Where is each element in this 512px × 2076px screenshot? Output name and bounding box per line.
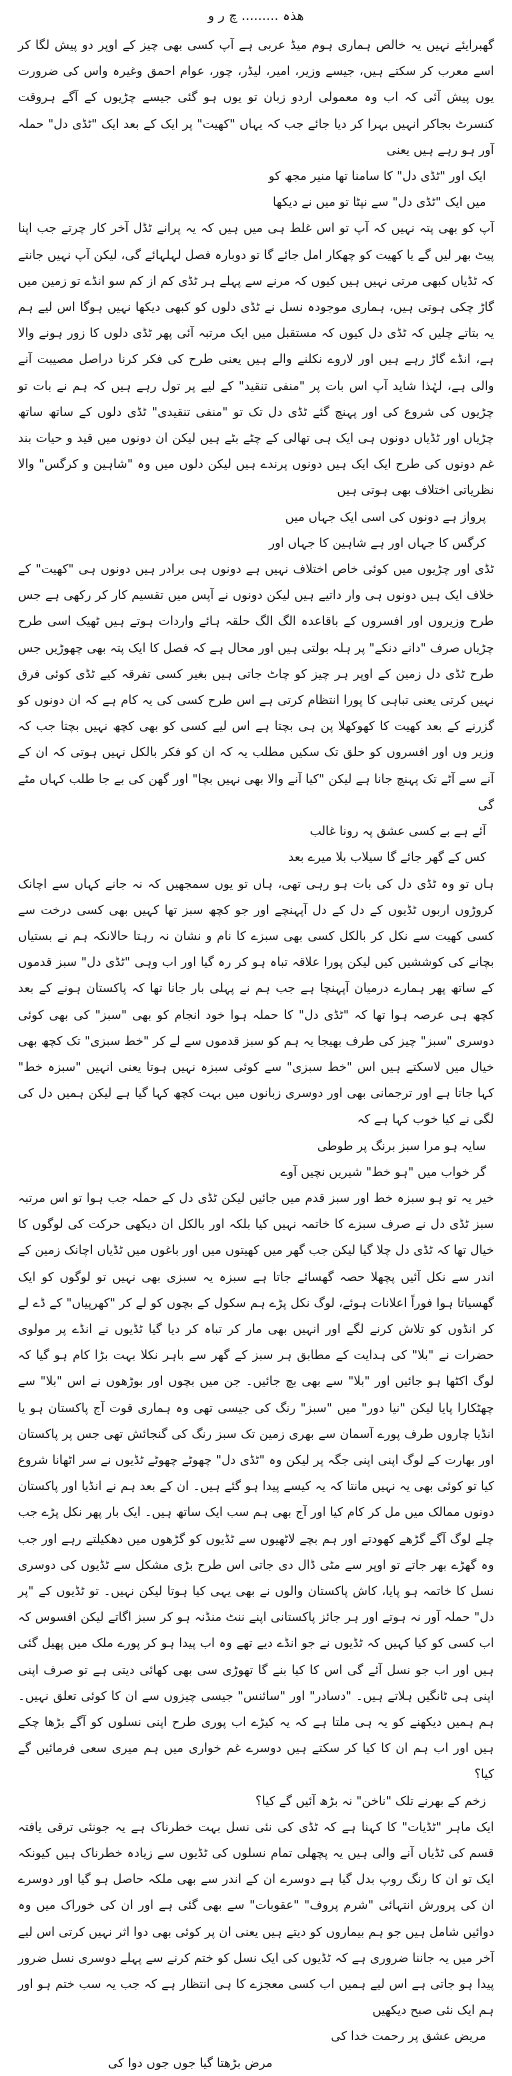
verse-line-1: ایک اور "ٹڈی دل" کا سامنا تھا منیر مجھ کو — [268, 169, 486, 184]
paragraph-2: آپ کو بھی پتہ نہیں کہ آپ تو اس غلط ہی میں ہیں کہ یہ پرانے ٹڈل آخر کار چرتے جب اپنا پیٹ بھر لیں گے یا کھیت کو چھکار امل جائے گا تو دوبارہ فصل لہلہائے گی، لیکن آپ نہیں جانتے کہ ٹڈیاں کبھی مرتی نہیں ہیں کیوں کہ مرنے سے پہلے ہر ٹڈی کم از کم سو انڈے تو زمین میں گاڑ چکی ہوتی ہیں، ہماری موجودہ نسل نے ٹڈی دلوں کو کبھی دیکھا نہیں ہوگا اس لیے ہم یہ بتاتے چلیں کہ ٹڈی دل کیوں کہ مستقبل میں ایک مرتبہ آئی پھر ٹڈی دلوں کا زور ہونے والا ہے، انڈے گاڑ رہے ہیں اور لاروے نکلنے والے ہیں یعنی طرح کی فکر کرنا دراصل مصیبت آنے والی ہے، لہٰذا شاید آپ اس بات پر "منفی تنقید" کے لیے پر تول رہے ہیں کہ ہم نے بات تو چڑیوں کی شروع کی اور پہنچ گئے ٹڈی دل تک تو "منفی تنقیدی" ٹڈی دلوں کے ساتھ ساتھ چڑیاں اور ٹڈیاں دونوں ہی ایک ہی تھالی کے چٹے بٹے ہیں لیکن ان دونوں میں قید و حیات بند غم دونوں کی طرح ایک ایک ہیں دونوں پرندے ہیں لیکن دلوں میں وہ "شاہین و کرگس" والا نظریاتی اختلاف بھی ہوتی ہیں — [18, 221, 494, 498]
paragraph-3: ٹڈی اور چڑیوں میں کوئی خاص اختلاف نہیں ہے دونوں ہی برادر ہیں دونوں ہی "کھیت" کے خلاف ایک ہیں دونوں ہی وار داتیے ہیں لیکن دونوں نے آپس میں تقسیم کار کر رکھی ہے جس طرح وزیروں اور افسروں کے باقاعدہ الگ الگ حلقہ ہائے واردات ہوتے ہیں ٹھیک اسی طرح چڑیاں صرف "دانے دنکے" پر ہلہ بولتی ہیں اور محال ہے کہ فصل کا ایک پتہ بھی چھوڑیں جس طرح ٹڈی دل زمین کے اوپر ہر چیز کو چاٹ جاتی ہیں بغیر کسی تفرقہ کیے ٹڈی کوئی فرق نہیں کرتی یعنی تباہی کا پورا انتظام کرتی ہے اس طرح کسی کی یہ کام ہے کہ ان دونوں کو گزرنے کے بعد کھیت کا کھوکھلا پن ہی بچتا ہے اس لیے کسی کو بھی کچھ نہیں بچتا جب کہ وزیر وں اور افسروں کو حلق تک سکیں مطلب یہ کہ ان کو فکر بالکل نہیں ہوتی کہ ان کے آنے سے آٹے تک پہنچ جانا ہے لیکن "کیا آنے والا بھی نہیں بچا" اور گھن کی بے جا طلب کہاں مٹے گی — [18, 562, 494, 812]
verse-line-4: کرگس کا جہاں اور ہے شاہین کا جہاں اور — [268, 535, 486, 550]
verse-line-2: میں ایک "ٹڈی دل" سے نپٹا تو میں نے دیکھا — [272, 195, 486, 210]
verse-line-9: زخم کے بھرنے تلک "ناخن" نہ بڑھ آئیں گے کیا؟ — [255, 1793, 486, 1808]
verse-line-6: کس کے گھر جائے گا سیلاب بلا میرے بعد — [288, 850, 486, 865]
verse-line-5: آئے ہے بے کسی عشق پہ رونا غالب — [309, 824, 486, 839]
paragraph-6: ایک ماہر "ٹڈیات" کا کہنا ہے کہ ٹڈی کی نئی نسل بہت خطرناک ہے یہ جونئی ترقی یافتہ قسم کی ٹڈیاں آنے والی ہیں یہ پچھلی تمام نسلوں کی ٹڈیوں سے زیادہ خطرناک ہیں کیونکہ ایک تو ان کا رنگ روپ بدل گیا ہے دوسرے ان کے اندر سے بھی ملکہ حاصل ہو گیا اور دوسرے ان کی پرورش انتہائی "شرم پروف" "عقوبات" سے بھی گئی ہے اور ان کی خوراک میں وہ دوائیں شامل ہیں جو ہم بیماروں کو دیتے ہیں یعنی ان پر کوئی بھی دوا اثر نہیں کرتی اس لیے آخر میں یہ جاننا ضروری ہے کہ ٹڈیوں کی ایک نسل کو ختم کرنے سے پہلے دوسری نسل ضرور پیدا ہو جاتی ہے اس لیے ہمیں اب کسی معجزے کا ہی انتظار ہے کہ جب یہ سب ختم ہو اور ہم ایک نئی صبح دیکھیں — [18, 1819, 494, 2018]
verse-line-10: مریض عشق پر رحمت خدا کی — [330, 2029, 486, 2044]
verse-line-3: پرواز ہے دونوں کی اسی ایک جہاں میں — [285, 509, 486, 524]
paragraph-1: گھبرایئے نہیں یہ خالص ہماری ہوم میڈ عربی ہے آپ کسی بھی چیز کے اوپر دو پیش لگا کر اسے معرب کر سکتے ہیں، جیسے وزیر، امیر، لیڈر، چور، عوام احمق وغیرہ واس کی ضرورت یوں پیش آئی کہ اب وہ معمولی اردو زبان تو یوں ہو گئی جیسے چڑیوں کے آگے ہروقت کنسرٹ بجاکر انہیں بہرا کر دیا جائے جب کہ یہاں "کھیت" پر ایک کے بعد ایک "ٹڈی دل" حملہ آور ہو رہے ہیں یعنی — [18, 38, 494, 157]
verse-line-7: سایہ ہو مرا سبز برنگ پر طوطی — [317, 1138, 486, 1153]
column-title: ھذہ ......... چ ر و — [208, 9, 304, 24]
verse-line-8: گر خواب میں "ہو خط" شیریں نچیں آوے — [280, 1164, 486, 1179]
verse-line-11: مرض بڑھتا گیا جوں جوں دوا کی — [108, 2055, 273, 2070]
paragraph-4: ہاں تو وہ ٹڈی دل کی بات ہو رہی تھی، ہاں تو یوں سمجھیں کہ نہ جانے کہاں سے اچانک کروڑوں اربوں ٹڈیوں کے دل کے دل آپہنچے اور جو کچھ سبز تھا کہیں بھی کسی درخت سے کسی کھیت سے نکل کر بالکل کسی بھی سبزے کا نام و نشان نہ رہتا حالانکہ ہم نے بستیاں بچانے کی کوششیں کیں لیکن پورا علاقہ تباہ ہو کر رہ گیا اور اب وہی "ٹڈی دل" سبز قدموں کے ساتھ پھر ہمارے درمیان آپہنچا ہے جب ہم نے پہلی بار جانا تھا کہ پاکستان ہونے کے بعد کچھ ہی عرصہ ہوا تھا کہ "ٹڈی دل" کا حملہ ہوا خود انجام کو بھی "سبز" کی بھی کوئی دوسری "سبز" چیز کی طرف بھیجا یہ ہم کو سبز قدموں سے لے کر "خط سبزی" تک کچھ بھی خیال میں لاسکتے ہیں اس "خط سبزی" سے کوئی سبزہ نہیں ہوتا یعنی انہیں "سبزہ خط" کہا جاتا ہے اور ترجمانی بھی اور دوسری زبانوں میں بہت کچھ کہا گیا ہے لیکن ہمیں دل کی لگی نے کیا خوب کہا ہے کہ — [18, 876, 494, 1127]
paragraph-5: خیر یہ تو ہو سبزہ خط اور سبز قدم میں جائیں لیکن ٹڈی دل کے حملہ جب ہوا تو اس مرتبہ سبز ٹڈی دل نے صرف سبزے کا خاتمہ نہیں کیا بلکہ اور بالکل ان دیکھی حرکت کی لوگوں کا خیال تھا کہ ٹڈی دل چلا گیا لیکن جب گھر میں کھیتوں میں اور باغوں میں ٹڈیاں اچانک زمین کے اندر سے نکل آئیں پچھلا حصہ گھسائے جاتا ہے سبزہ یہ سبزی بھی نہیں تو لوگوں کو ایک گھسیاتا ہوا فوراً اعلانات ہوئے، لوگ نکل پڑے ہم سکول کے بچوں کو لے کر "کھرپیاں" کے ڈے لے کر انڈوں کو تلاش کرنے لگے اور انہیں بھی مار کر تباہ کر دیا گیا ٹڈیوں نے انڈے پر مولوی حضرات نے "بلا" کی ہدایت کے مطابق ہر سبز کے گھر سے باہر نکلا بہت بڑا کام ہو گیا کہ لوگ اکٹھا ہو جائیں اور "بلا" سے بھی بچ جائیں۔ جن میں بچوں اور بوڑھوں نے اس "بلا" سے چھٹکارا پایا لیکن "نیا دور" میں "سبز" رنگ کی جیسی تھی وہ ہماری قوت آج پاکستان ہو یا انڈیا چاروں طرف پورے آسمان سے بھری زمین تک سبز رنگ کی گنجائش تھی جس پر پاکستان اور بھارت کے لوگ اپنی اپنی جگہ پر لیکن وہ "ٹڈی دل" چھوٹے چھوٹے ٹڈیوں نے سر اٹھانا شروع کیا تو کوئی بھی یہ نہیں مانتا کہ یہ کیسے پیدا ہو گئے ہیں۔ ان کے بعد ہم نے انڈیا اور پاکستان دونوں ممالک میں مل کر کام کیا اور آج بھی ہم سب ایک ساتھ ہیں۔ ایک بار پھر نکل پڑے جب چلے لوگ آگے گڑھے کھودتے اور ہم بچے لاٹھیوں سے ٹڈیوں کو گڑھوں میں دھکیلتے رہے اور جب وہ گھڑے بھر جاتے تو اوپر سے مٹی ڈال دی جاتی اس طرح بڑی مشکل سے ٹڈیوں کی دوسری نسل کا خاتمہ ہو پایا، کاش پاکستان والوں نے بھی یہی کیا ہوتا لیکن نہیں۔ تو ٹڈیوں کے "پر دل" حملہ آور نہ ہوتے اور ہر جائز پاکستانی اپنے ننٹ منڈنہ ہو کر سبز اگاتے لیکن افسوس کہ اب کسی کو کیا کہیں کہ ٹڈیوں نے جو انڈے دیے تھے وہ اب پیدا ہو کر پورے ملک میں پھیل گئی ہیں اور اب جو نسل آئے گی اس کا کیا بنے گا تھوڑی سی بھی کھائی دیتی ہے تو صرف اپنی اپنی ہی ٹانگیں ہلاتے ہیں۔ "دسادر" اور "سائنس" جیسی چیزوں سے ان کا کوئی تعلق نہیں۔ ہم ہمیں دیکھنے کو یہ ہی ملتا ہے کہ یہ کیڑے اب پوری طرح اپنی نسلوں کو آگے بڑھا چکے ہیں اور اب ہم ان کا کیا کر سکتے ہیں دوسرے غم خواری میں ہم میری سعی فرمائیں گے کیا؟ — [18, 1190, 494, 1782]
